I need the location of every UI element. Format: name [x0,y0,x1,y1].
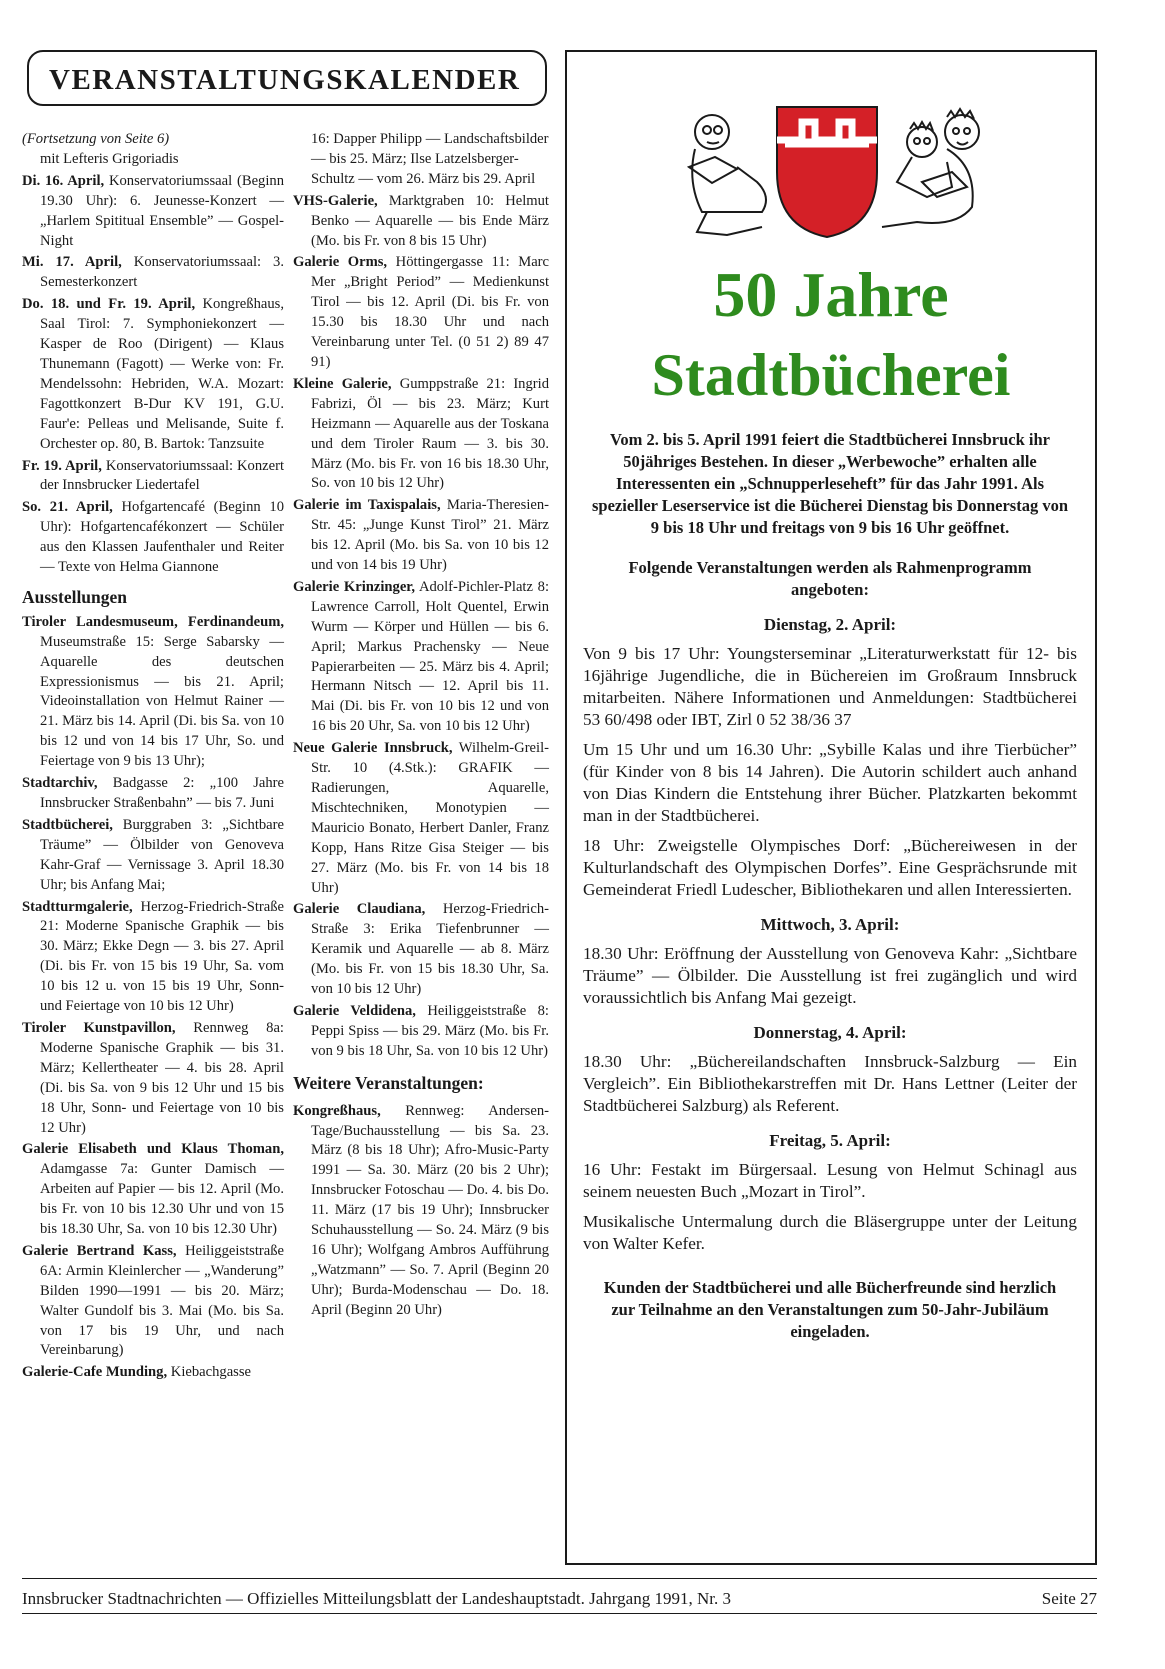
anniversary-intro: Vom 2. bis 5. April 1991 feiert die Stadtbücherei Innsbruck ihr 50jähriges Bestehen. In dieser „Werbewoche” erhalten alle Interessenten ein „Schnupperleseheft” für das Jahr 1991. Als spezieller Leserservice ist die Bücherei Dienstag bis Donnerstag von 9 bis 18 Uhr und freitags von 9 bis 16 Uhr geöffnet. [592,430,1068,537]
listing-entry-details: Herzog-Friedrich-Straße 3: Erika Tiefenbrunner — Keramik und Aquarelle — ab 8. März (Mo. bis Fr. von 15 bis 18.30 Uhr, Sa. von 10 bis 12 Uhr) [311,901,549,998]
events-list [22,172,284,578]
listing-entry-details: Kongreßhaus, Saal Tirol: 7. Symphoniekonzert — Kasper de Roo (Dirigent) — Klaus Thunemann (Fagott) — Werke von: Fr. Mendelssohn: Hebriden, W.A. Mozart: Fagottkonzert B-Dur KV 191, G.U. Faur'e: Pelleas und Melisande, Suite f. Orchester op. 80, B. Bartok: Tanzsuite [40,296,284,452]
listing-entry [22,1140,284,1240]
listing-entry-title: Stadtarchiv, [22,775,98,792]
listing-entry-details: Heiliggeiststraße 8: Peppi Spiss — bis 29. März (Mo. bis Fr. von 9 bis 18 Uhr, Sa. von 10 bis 12 Uhr) [311,1002,549,1059]
listing-entry [293,496,549,576]
program-day-heading: Dienstag, 2. April: [763,615,897,634]
continuation-line: mit Lefteris Grigoriadis [40,150,179,167]
listing-entry-details: Burggraben 3: „Sichtbare Träume” — Ölbilder von Genoveva Kahr-Graf — Vernissage 3. April 18.30 Uhr; bis Anfang Mai; [40,816,284,893]
footer-page-number: Seite 27 [1041,1589,1097,1608]
exhibitions-list [22,613,284,1383]
listing-entry [22,498,284,578]
listing-entry [22,253,284,293]
listing-entry [293,1102,549,1321]
listing-entry-details: Badgasse 2: „100 Jahre Innsbrucker Straßenbahn” — bis 7. Juni [40,775,284,811]
listing-entry-title: Stadtbücherei, [22,816,113,833]
listing-entry-details: Maria-Theresien-Str. 45: „Junge Kunst Tirol” 21. März bis 12. April (Mo. bis Sa. von 10 bis 12 und von 14 bis 19 Uhr) [311,497,550,574]
anniversary-title-line1: 50 Jahre [713,259,949,330]
page-masthead: VERANSTALTUNGSKALENDER [27,50,547,106]
listing-entry-title: Galerie Elisabeth und Klaus Thoman, [22,1141,284,1158]
listing-entry [293,375,549,494]
program-entry: Von 9 bis 17 Uhr: Youngsterseminar „Literaturwerkstatt für 12- bis 16jährige Jugendliche, die in Büchereien im Großraum Innsbruck mitarbeiten. Nähere Informationen und Anmeldungen: Stadtbücherei 53 60/498 oder IBT, Zirl 0 52 38/36 37 [583,644,1077,729]
closing-invitation: Kunden der Stadtbücherei und alle Bücherfreunde sind herzlich zur Teilnahme an den Veranstaltungen zum 50-Jahr-Jubiläum eingeladen. [603,1278,1057,1341]
listing-entry-details: Herzog-Friedrich-Straße 21: Moderne Spanische Graphik — bis 30. März; Ekke Degn — 3. bis 27. April (Di. bis Fr. von 15 bis 19 Uhr, Sa. vom 10 bis 12 u. von 15 bis 19 Uhr, Sonn- und Feiertage von 10 bis 12 Uhr) [40,898,284,1015]
listing-entry-details: Gumppstraße 21: Ingrid Fabrizi, Öl — bis 23. März; Kurt Heizmann — Aquarelle aus der Toskana und dem Tiroler Raum — 3. bis 30. März (Mo. bis Fr. von 16 bis 18.30 Uhr, So. von 10 bis 12 Uhr) [311,375,549,492]
continuation-note: (Fortsetzung von Seite 6) [22,131,170,147]
anniversary-content [583,429,1077,1343]
listing-entry-details: Marktgraben 10: Helmut Benko — Aquarelle — bis Ende März (Mo. bis Fr. von 8 bis 15 Uhr) [311,192,549,249]
program-entry: 18.30 Uhr: Eröffnung der Ausstellung von Genoveva Kahr: „Sichtbare Träume” — Ölbilder. Die Ausstellung ist frei zugänglich und wird voraussichtlich bis Anfang Mai gezeigt. [583,944,1077,1007]
listing-entry-title: Galerie im Taxispalais, [293,497,441,514]
listing-entry-title: Neue Galerie Innsbruck, [293,740,453,757]
coat-of-arms-icon [777,107,877,237]
listing-entry-title: Stadtturmgalerie, [22,898,133,915]
exhibitions-heading: Ausstellungen [22,586,128,607]
listing-entry-title: VHS-Galerie, [293,192,378,209]
listing-entry-details: Adolf-Pichler-Platz 8: Lawrence Carroll, Holt Quentel, Erwin Wurm — Körper und Hüllen — bis 6. April; Markus Prachensky — Neue Papierarbeiten — 25. März bis 4. April; Hermann Nitsch — 12. April bis 11. Mai (Di. bis Fr. von 10 bis 12 und von 16 bis 20 Uhr, Sa. von 10 bis 12 Uhr) [311,578,550,735]
program-days [583,615,1077,1255]
listing-entry-details: Konservatoriumssaal (Beginn 19.30 Uhr): 6. Jeunesse-Konzert — „Harlem Spititual Ensemble” — Gospel-Night [40,172,284,249]
listing-entry-details: Konservatoriumssaal: Konzert der Innsbrucker Liedertafel [40,457,285,494]
listing-entry-title: Galerie Orms, [293,254,388,271]
listing-entry [293,900,549,1000]
listing-entry-details: Adamgasse 7a: Gunter Damisch — Arbeiten auf Papier — bis 12. April (Mo. bis Fr. von 10 bis 12.30 Uhr und von 15 bis 18.30 Uhr, Sa. von 10 bis 12.30 Uhr) [40,1161,284,1238]
program-entry: 18.30 Uhr: „Büchereilandschaften Innsbruck-Salzburg — Ein Vergleich”. Ein Bibliothekarstreffen mit Dr. Hans Lettner (Leiter der Stadtbücherei Salzburg) als Referent. [583,1052,1077,1115]
listing-entry [293,192,549,252]
reading-figure-left-icon [689,115,766,235]
listing-entry-details: Kiebachgasse [167,1364,252,1381]
program-intro: Folgende Veranstaltungen werden als Rahmenprogramm angeboten: [628,558,1032,599]
listing-entry [22,816,284,896]
listing-entry [22,1242,284,1361]
listing-entry [22,295,284,454]
program-entry: 16 Uhr: Festakt im Bürgersaal. Lesung von Helmut Schinagl aus seinem neuesten Buch „Mozart in Tirol”. [583,1160,1077,1201]
listing-entry [22,172,284,252]
footer-publication: Innsbrucker Stadtnachrichten — Offizielles Mitteilungsblatt der Landeshauptstadt. Jahrgang 1991, Nr. 3 [22,1589,731,1608]
listing-entry-title: Tiroler Kunstpavillon, [22,1019,176,1036]
library-anniversary-box [565,50,1097,1565]
reading-figures-right-icon [882,109,979,227]
calendar-column-right [293,130,549,1323]
listing-entry [293,253,549,372]
listing-entry-title: Kleine Galerie, [293,375,392,392]
footer-rule-bottom [22,1613,1097,1614]
further-events-heading: Weitere Veranstaltungen: [293,1072,484,1093]
program-entry: Um 15 Uhr und um 16.30 Uhr: „Sybille Kalas und ihre Tierbücher” (für Kinder von 8 bis 14 Jahren). Die Autorin schildert auch anhand von Dias Kindern die Entstehung ihrer Bücher. Platzkarten bekommt man in der Stadtbücherei. [583,740,1077,825]
listing-entry-title: Di. 16. April, [22,172,105,189]
listing-entry-title: Mi. 17. April, [22,254,122,271]
listing-entry-details: Konservatoriumssaal: 3. Semesterkonzert [40,254,284,291]
listing-entry-title: Galerie Claudiana, [293,901,426,918]
listing-entry-title: So. 21. April, [22,499,113,516]
listing-entry [22,774,284,814]
footer-rule-top [22,1578,1097,1579]
listing-entry [22,1363,284,1383]
anniversary-illustration [667,87,997,247]
listing-entry-title: Fr. 19. April, [22,457,102,474]
listing-entry-title: Do. 18. und Fr. 19. April, [22,296,196,313]
listing-entry-title: Tiroler Landesmuseum, Ferdinandeum, [22,613,284,630]
continuation-line: 16: Dapper Philipp — Landschaftsbilder — bis 25. März; Ilse Latzelsberger-Schultz — vom 26. März bis 29. April [311,131,549,187]
program-day-heading: Mittwoch, 3. April: [760,915,900,934]
listing-entry-title: Kongreßhaus, [293,1102,381,1119]
listing-entry-title: Galerie Krinzinger, [293,578,416,595]
listing-entry-details: Wilhelm-Greil-Str. 10 (4.Stk.): GRAFIK — Radierungen, Aquarelle, Mischtechniken, Monotypien — Mauricio Bonato, Herbert Danler, Franz Kopp, Hans Ritze Gisa Steiger — bis 27. März (Mo. bis Fr. von 14 bis 18 Uhr) [311,740,549,896]
program-day-heading: Donnerstag, 4. April: [753,1023,907,1042]
listing-entry-details: Hofgartencafé (Beginn 10 Uhr): Hofgartencafékonzert — Schüler aus den Klassen Jaufenthaler und Reiter — Texte von Helma Giannone [40,499,284,576]
listing-entry [22,613,284,772]
listing-entry-details: Rennweg 8a: Moderne Spanische Graphik — bis 31. März; Kellertheater — 4. bis 28. April (Di. bis Sa. von 9 bis 12 Uhr und 15 bis 18 Uhr, Sonn- und Feiertage von 10 bis 12 Uhr) [40,1019,284,1136]
further-events-list [293,1102,549,1321]
program-entry: 18 Uhr: Zweigstelle Olympisches Dorf: „Büchereiwesen in der Kulturlandschaft des Olympischen Dorfes”. Eine Gesprächsrunde mit Gemeinderat Friedl Ludescher, Bibliothekaren und allen Interessierten. [583,836,1077,899]
calendar-column-left [22,130,284,1385]
listing-entry [22,457,284,497]
listing-entry-details: Rennweg: Andersen-Tage/Buchausstellung — bis Sa. 23. März (8 bis 18 Uhr); Afro-Music-Party 1991 — Sa. 30. März (20 bis 2 Uhr); Innsbrucker Fotoschau — Do. 4. bis Do. 11. März (17 bis 19 Uhr); Innsbrucker Schuhausstellung — So. 24. März (9 bis 16 Uhr); Wolfgang Ambros Aufführung „Watzmann” — So. 7. April (Beginn 20 Uhr); Burda-Modenschau — Do. 18. April (Beginn 20 Uhr) [311,1102,549,1318]
listing-entry [293,739,549,898]
program-day-heading: Freitag, 5. April: [769,1131,891,1150]
listing-entry [22,898,284,1017]
listing-entry [22,1019,284,1138]
listing-entry [293,578,549,737]
listing-entry-details: Museumstraße 15: Serge Sabarsky — Aquarelle des deutschen Expressionismus — bis 21. April; Videoinstallation von Helmut Rainer — 21. März bis 14. April (Di. bis Sa. von 10 bis 12 und von 14 bis 17 Uhr, So. und Feiertage von 9 bis 13 Uhr); [40,633,284,770]
listing-entry-title: Galerie Veldidena, [293,1002,416,1019]
listing-entry-details: Heiliggeiststraße 6A: Armin Kleinlercher — „Wanderung” Bilden 1990—1991 — bis 20. März; Walter Gundolf bis 3. Mai (Mo. bis Sa. von 17 bis 19 Uhr, und nach Vereinbarung) [40,1242,284,1359]
listing-entry-title: Galerie Bertrand Kass, [22,1242,177,1259]
anniversary-title-line2: Stadtbücherei [651,342,1011,408]
listing-entry-title: Galerie-Cafe Munding, [22,1364,168,1381]
listing-entry-details: Höttingergasse 11: Marc Mer „Bright Period” — Medienkunst Tirol — bis 12. April (Di. bis Fr. von 15.30 bis 18.30 Uhr und nach Vereinbarung unter Tel. (0 51 2) 89 47 91) [311,254,550,370]
exhibitions-list [293,192,549,1062]
program-entry: Musikalische Untermalung durch die Bläsergruppe unter der Leitung von Walter Kefer. [583,1212,1077,1253]
listing-entry [293,1002,549,1062]
